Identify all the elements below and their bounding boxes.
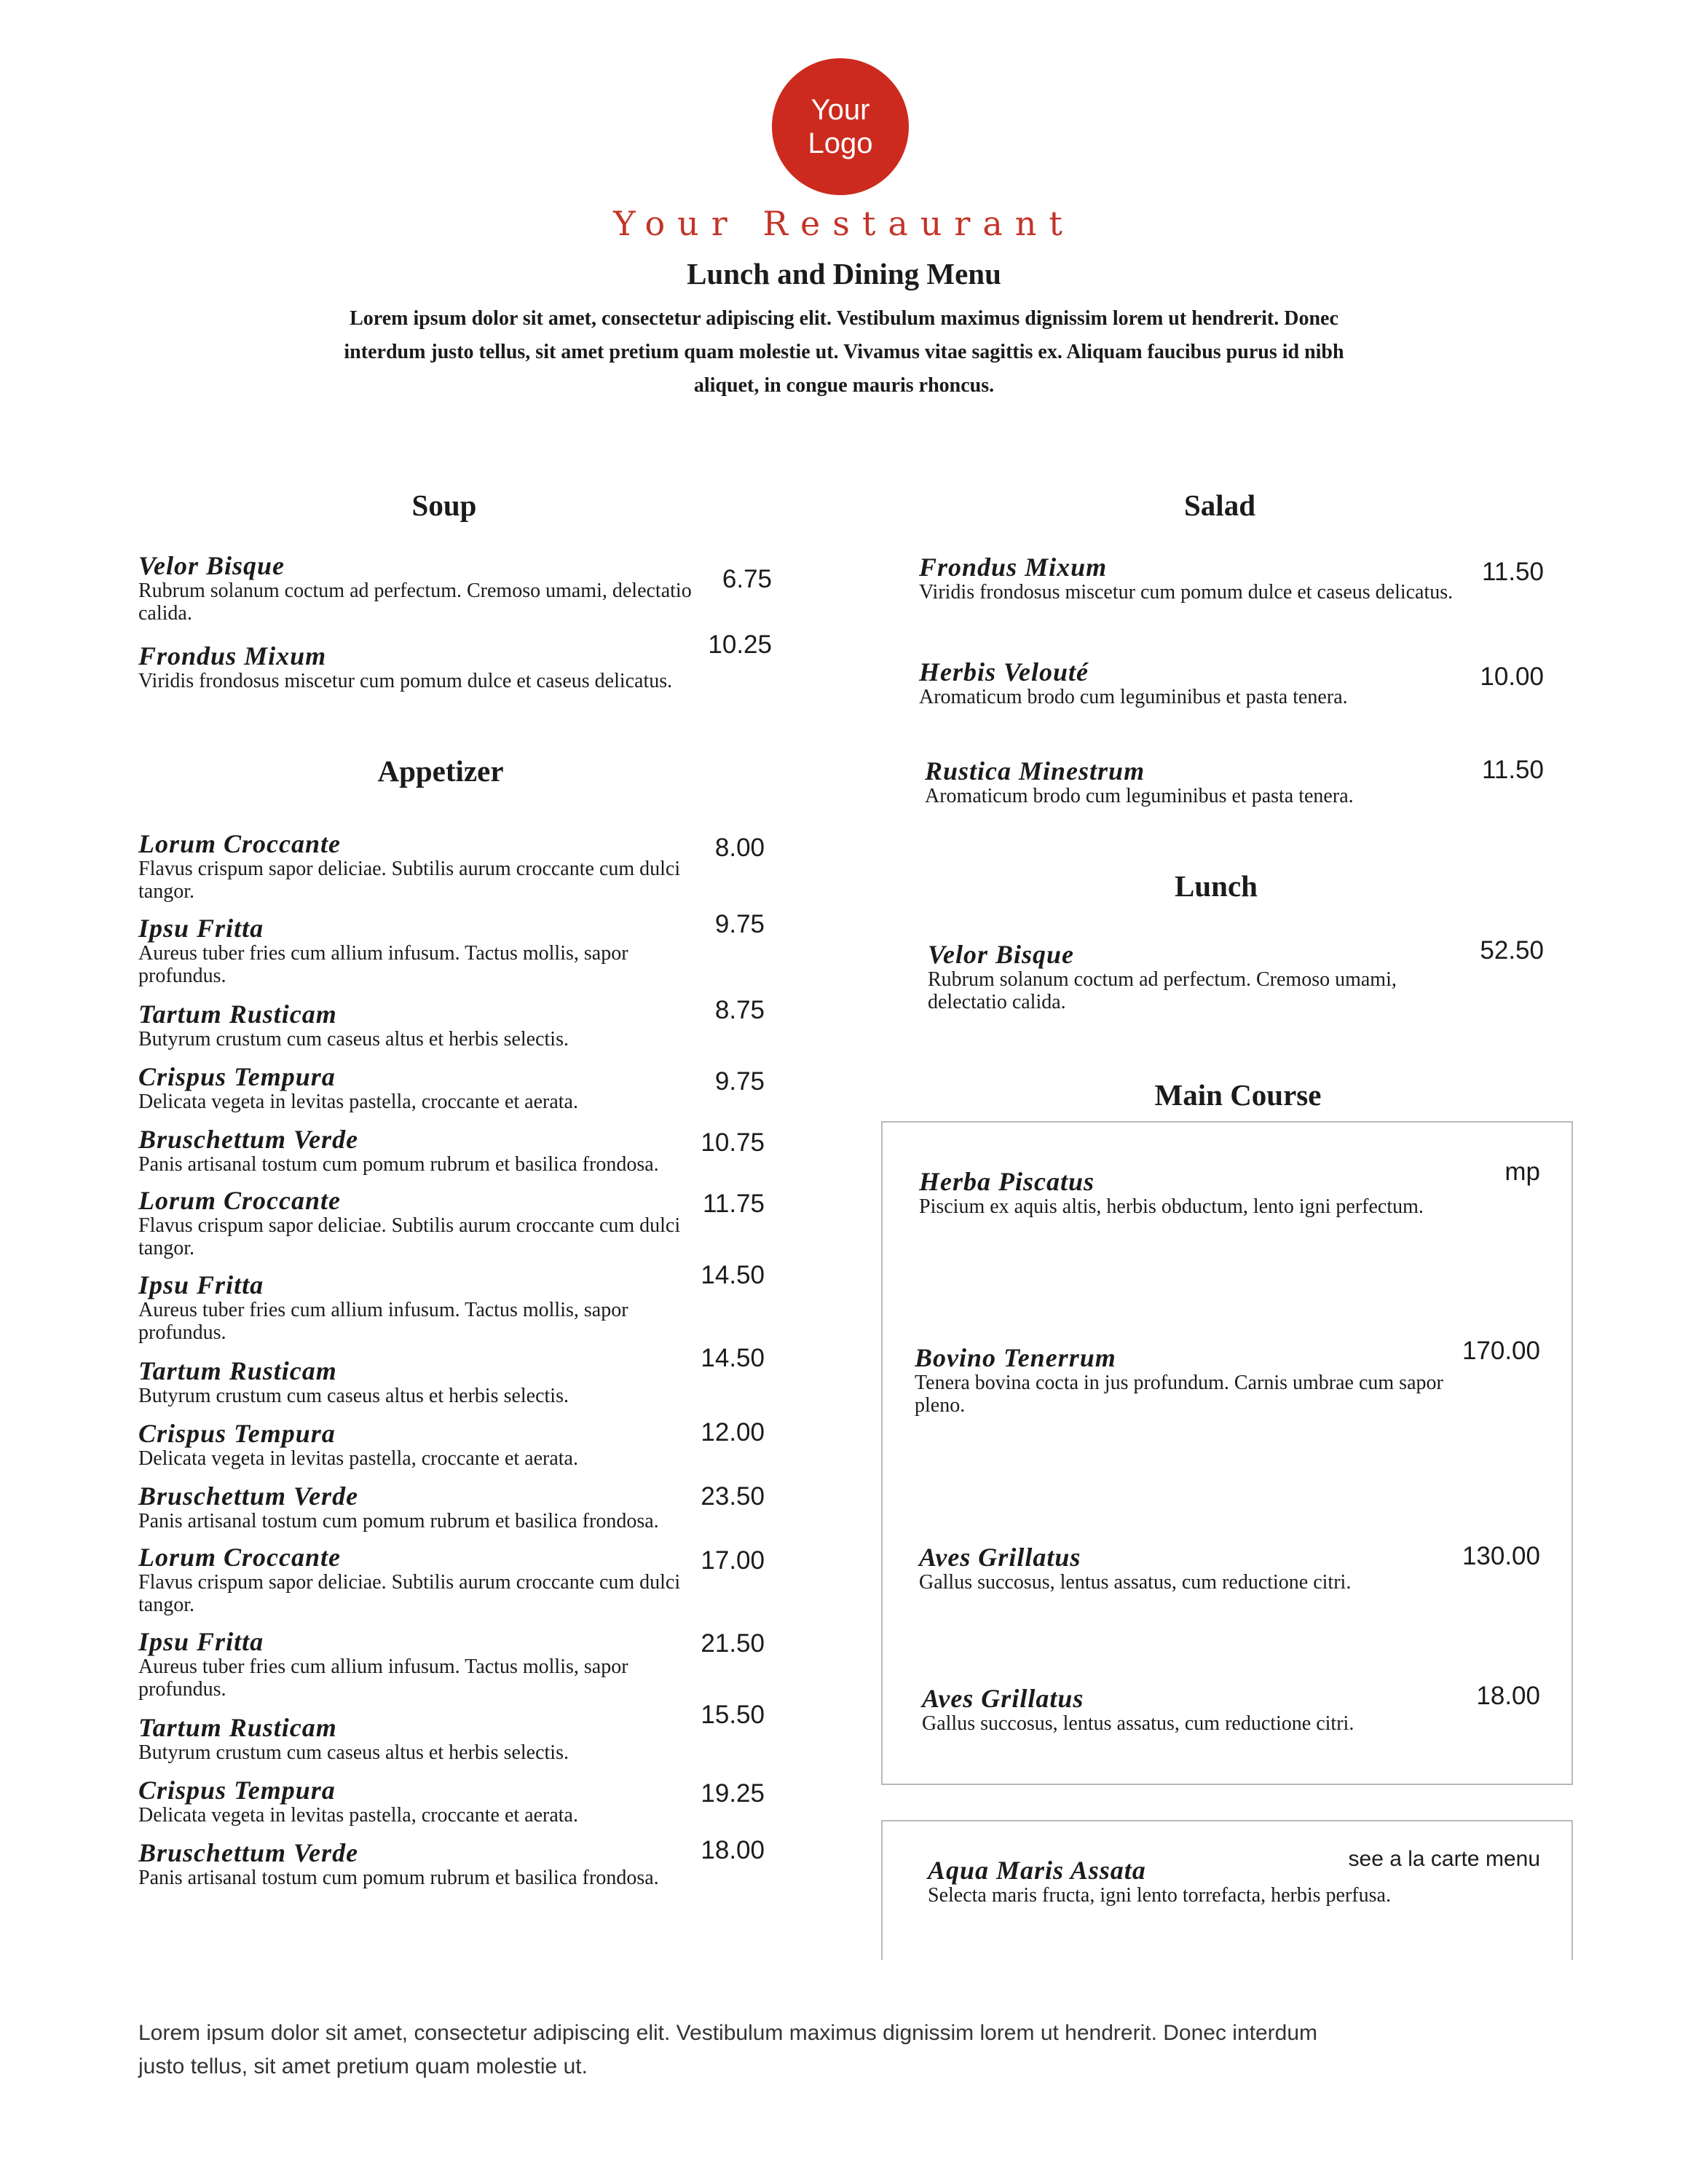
item-description: Delicata vegeta in levitas pastella, croccante et aerata. — [138, 1091, 578, 1113]
item-name: Herba Piscatus — [919, 1167, 1095, 1196]
item-name: Crispus Tempura — [138, 1062, 336, 1091]
item-price: 10.75 — [701, 1128, 765, 1157]
menu-item-appetizer-12 — [138, 1714, 706, 1764]
item-price: 11.50 — [1482, 756, 1544, 784]
item-name: Tartum Rusticam — [138, 1356, 337, 1385]
menu-item-appetizer-0 — [138, 830, 706, 903]
menu-item-appetizer-13 — [138, 1776, 706, 1827]
logo-line-1: Your — [811, 94, 870, 126]
item-price: mp — [1504, 1158, 1540, 1186]
item-description: Butyrum crustum cum caseus altus et herbis selectis. — [138, 1028, 569, 1051]
item-name: Bruschettum Verde — [138, 1481, 359, 1511]
item-name: Tartum Rusticam — [138, 1713, 337, 1742]
item-price: 8.75 — [714, 996, 765, 1024]
menu-item-appetizer-1 — [138, 914, 706, 987]
section-title-salad: Salad — [1184, 488, 1255, 522]
item-description: Delicata vegeta in levitas pastella, croccante et aerata. — [138, 1804, 578, 1827]
menu-item-appetizer-8 — [138, 1420, 706, 1470]
item-name: Bruschettum Verde — [138, 1125, 359, 1154]
item-price: 14.50 — [701, 1261, 765, 1289]
item-description: Panis artisanal tostum cum pomum rubrum et basilica frondosa. — [138, 1510, 659, 1532]
item-name: Herbis Velouté — [919, 657, 1089, 687]
item-price: 9.75 — [714, 910, 765, 938]
menu-item-lunch-0 — [928, 941, 1437, 1013]
section-title-lunch: Lunch — [1175, 869, 1258, 903]
item-description: Rubrum solanum coctum ad perfectum. Cremoso umami, delectatio calida. — [138, 579, 692, 625]
item-price: 12.00 — [701, 1418, 765, 1447]
item-name: Crispus Tempura — [138, 1419, 336, 1448]
item-name: Ipsu Fritta — [138, 914, 264, 943]
item-description: Flavus crispum sapor deliciae. Subtilis aurum croccante cum dulci tangor. — [138, 1571, 681, 1616]
item-price: 18.00 — [1476, 1682, 1540, 1710]
item-name: Tartum Rusticam — [138, 1000, 337, 1029]
menu-item-main-1 — [915, 1344, 1468, 1417]
item-description: Viridis frondosus miscetur cum pomum dulce et caseus delicatus. — [919, 581, 1454, 604]
item-name: Rustica Minestrum — [925, 756, 1145, 786]
item-price: 8.00 — [714, 834, 765, 862]
menu-item-salad-1 — [919, 658, 1502, 708]
menu-item-salad-2 — [925, 757, 1507, 807]
item-name: Crispus Tempura — [138, 1776, 336, 1805]
item-name: Lorum Croccante — [138, 1543, 342, 1572]
intro-text: Lorem ipsum dolor sit amet, consectetur adipiscing elit. Vestibulum maximus dignissim lorem ut hendrerit. Donec interdum justo tellus, sit amet pretium quam molestie ut. Vivamus vitae sagittis ex. Aliquam faucibus purus id nibh aliquet, in congue mauris rhoncus. — [344, 307, 1344, 397]
item-price: 14.50 — [701, 1344, 765, 1372]
item-price: 52.50 — [1480, 936, 1544, 965]
item-price: 6.75 — [722, 565, 772, 593]
item-description: Flavus crispum sapor deliciae. Subtilis aurum croccante cum dulci tangor. — [138, 1214, 681, 1259]
item-description: Panis artisanal tostum cum pomum rubrum et basilica frondosa. — [138, 1867, 659, 1889]
item-price: 17.00 — [701, 1546, 765, 1575]
item-name: Bruschettum Verde — [138, 1838, 359, 1867]
item-description: Flavus crispum sapor deliciae. Subtilis aurum croccante cum dulci tangor. — [138, 858, 681, 903]
item-description: Aureus tuber fries cum allium infusum. Tactus mollis, sapor profundus. — [138, 1299, 628, 1344]
menu-title: Lunch and Dining Menu — [687, 257, 1001, 290]
restaurant-name: Your Restaurant — [613, 204, 1075, 243]
item-price: 21.50 — [701, 1629, 765, 1658]
item-price: 9.75 — [714, 1067, 765, 1096]
item-name: Lorum Croccante — [138, 1186, 342, 1215]
section-title-main-course: Main Course — [1154, 1078, 1322, 1112]
section-title-soup: Soup — [411, 488, 477, 522]
item-description: Aureus tuber fries cum allium infusum. Tactus mollis, sapor profundus. — [138, 1655, 628, 1701]
item-price: see a la carte menu — [1348, 1847, 1540, 1871]
menu-item-appetizer-2 — [138, 1000, 706, 1051]
item-description: Butyrum crustum cum caseus altus et herbis selectis. — [138, 1741, 569, 1764]
item-name: Velor Bisque — [928, 940, 1075, 969]
item-description: Piscium ex aquis altis, herbis obductum, lento igni perfectum. — [919, 1195, 1424, 1218]
item-name: Ipsu Fritta — [138, 1627, 264, 1656]
logo-line-2: Logo — [808, 127, 873, 159]
menu-item-appetizer-14 — [138, 1839, 721, 1889]
item-name: Frondus Mixum — [919, 553, 1108, 582]
menu-item-main-0 — [919, 1168, 1502, 1218]
item-price: 130.00 — [1462, 1542, 1540, 1570]
item-name: Lorum Croccante — [138, 829, 342, 858]
menu-item-appetizer-6 — [138, 1271, 706, 1344]
menu-item-salad-0 — [919, 553, 1502, 604]
item-description: Tenera bovina cocta in jus profundum. Carnis umbrae cum sapor pleno. — [915, 1372, 1443, 1417]
item-name: Aves Grillatus — [919, 1543, 1081, 1572]
menu-item-appetizer-5 — [138, 1187, 706, 1259]
item-price: 11.75 — [703, 1190, 765, 1218]
menu-item-main-3 — [922, 1685, 1504, 1735]
item-name: Aves Grillatus — [922, 1684, 1084, 1713]
item-description: Aromaticum brodo cum leguminibus et pasta tenera. — [919, 686, 1348, 708]
item-price: 19.25 — [701, 1779, 765, 1808]
item-name: Frondus Mixum — [138, 641, 327, 670]
menu-item-appetizer-3 — [138, 1063, 706, 1113]
item-name: Ipsu Fritta — [138, 1270, 264, 1299]
footer-text: Lorem ipsum dolor sit amet, consectetur adipiscing elit. Vestibulum maximus dignissim lorem ut hendrerit. Donec interdum justo tellus, sit amet pretium quam molestie ut. — [138, 2021, 1318, 2078]
item-description: Rubrum solanum coctum ad perfectum. Cremoso umami, delectatio calida. — [928, 968, 1397, 1013]
menu-item-appetizer-9 — [138, 1482, 721, 1532]
item-description: Aromaticum brodo cum leguminibus et pasta tenera. — [925, 785, 1354, 807]
item-description: Panis artisanal tostum cum pomum rubrum et basilica frondosa. — [138, 1153, 659, 1176]
restaurant-logo — [772, 58, 909, 195]
menu-item-main-2 — [919, 1543, 1502, 1594]
item-price: 11.50 — [1482, 558, 1544, 586]
item-price: 10.25 — [708, 630, 772, 659]
menu-item-soup-1 — [138, 642, 706, 692]
item-description: Aureus tuber fries cum allium infusum. Tactus mollis, sapor profundus. — [138, 942, 628, 987]
menu-item-soup-0 — [138, 552, 706, 625]
item-description: Gallus succosus, lentus assatus, cum reductione citri. — [922, 1712, 1354, 1735]
menu-item-appetizer-11 — [138, 1628, 706, 1701]
item-name: Bovino Tenerrum — [915, 1343, 1116, 1372]
item-description: Gallus succosus, lentus assatus, cum reductione citri. — [919, 1571, 1352, 1594]
menu-item-appetizer-10 — [138, 1543, 706, 1616]
item-description: Viridis frondosus miscetur cum pomum dulce et caseus delicatus. — [138, 670, 673, 692]
menu-item-appetizer-4 — [138, 1125, 721, 1176]
item-price: 170.00 — [1462, 1337, 1540, 1365]
item-name: Velor Bisque — [138, 551, 285, 580]
item-price: 10.00 — [1480, 662, 1544, 691]
item-price: 23.50 — [701, 1482, 765, 1511]
menu-item-appetizer-7 — [138, 1357, 706, 1407]
item-price: 18.00 — [701, 1836, 765, 1864]
item-description: Selecta maris fructa, igni lento torrefacta, herbis perfusa. — [928, 1884, 1391, 1907]
item-name: Aqua Maris Assata — [928, 1856, 1146, 1885]
item-description: Delicata vegeta in levitas pastella, croccante et aerata. — [138, 1447, 578, 1470]
item-price: 15.50 — [701, 1701, 765, 1729]
item-description: Butyrum crustum cum caseus altus et herbis selectis. — [138, 1385, 569, 1407]
section-title-appetizer: Appetizer — [377, 754, 504, 788]
